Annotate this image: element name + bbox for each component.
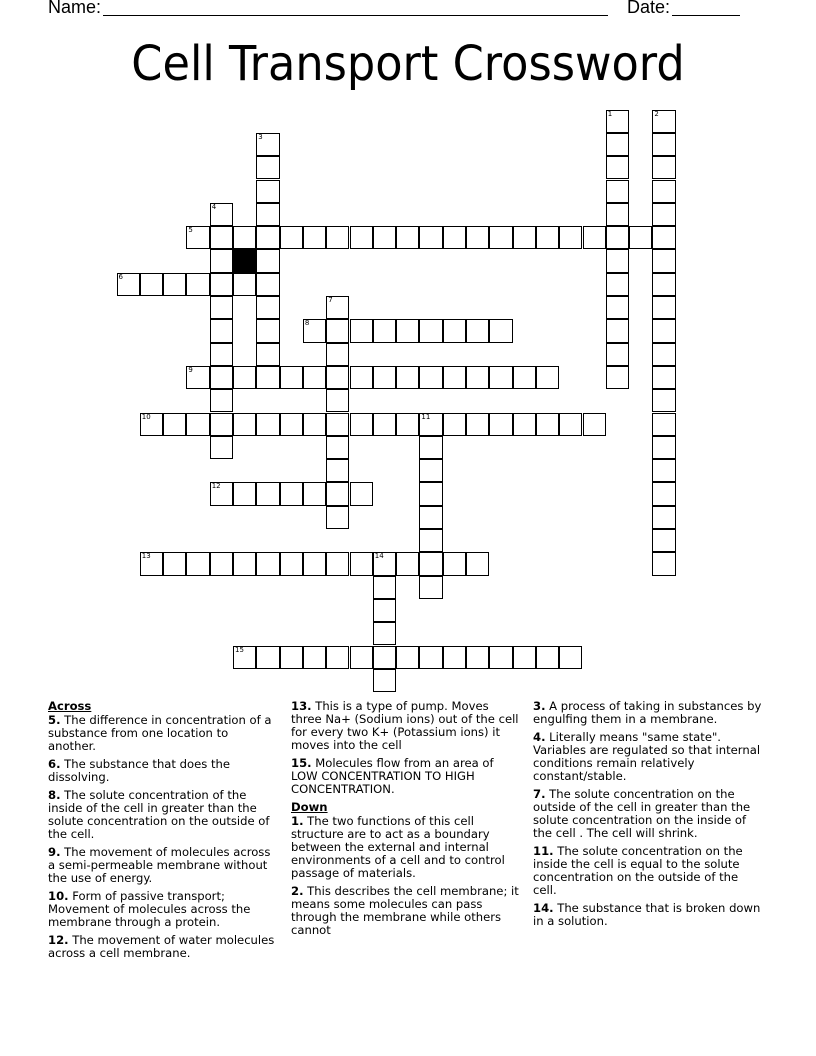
crossword-cell[interactable] — [396, 366, 419, 389]
crossword-cell[interactable] — [280, 226, 303, 249]
clue-text: The movement of molecules across a semi-permeable membrane without the use of energy. — [48, 845, 271, 885]
crossword-cell[interactable] — [419, 576, 442, 599]
clue-down-4 — [533, 731, 765, 783]
clue-down-7 — [533, 788, 765, 840]
clue-down-2 — [291, 885, 521, 937]
crossword-cell[interactable] — [256, 366, 279, 389]
crossword-cell[interactable] — [326, 366, 349, 389]
crossword-cell[interactable] — [606, 343, 629, 366]
crossword-cell[interactable] — [256, 646, 279, 669]
crossword-cell[interactable] — [210, 296, 233, 319]
crossword-cell[interactable] — [513, 226, 536, 249]
crossword-cell[interactable] — [559, 226, 582, 249]
crossword-cell[interactable] — [233, 413, 256, 436]
crossword-cell[interactable] — [443, 413, 466, 436]
clue-text: The solute concentration on the inside the cell is equal to the solute concentration on the outside of the cell. — [533, 844, 743, 897]
crossword-cell[interactable] — [233, 366, 256, 389]
crossword-cell[interactable] — [326, 413, 349, 436]
crossword-cell[interactable] — [606, 273, 629, 296]
date-label: Date: — [627, 0, 671, 17]
clue-across-15 — [291, 757, 521, 796]
crossword-cell[interactable] — [326, 436, 349, 459]
crossword-cell[interactable] — [606, 319, 629, 342]
crossword-cell[interactable] — [256, 296, 279, 319]
clue-text: Form of passive transport; Movement of molecules across the membrane through a protein. — [48, 889, 251, 929]
crossword-cell[interactable] — [256, 343, 279, 366]
crossword-cell[interactable] — [233, 646, 256, 669]
clue-text: The movement of water molecules across a cell membrane. — [48, 933, 275, 960]
crossword-cell[interactable] — [326, 389, 349, 412]
crossword-cell[interactable] — [559, 413, 582, 436]
crossword-cell[interactable] — [210, 436, 233, 459]
clue-number: 8. — [48, 788, 61, 802]
crossword-cell[interactable] — [210, 273, 233, 296]
crossword-cell[interactable] — [396, 319, 419, 342]
crossword-cell[interactable] — [350, 552, 373, 575]
clue-across-5 — [48, 714, 276, 753]
clue-number-label: 8 — [304, 319, 310, 328]
crossword-cell[interactable] — [513, 413, 536, 436]
clue-number: 11. — [533, 844, 554, 858]
crossword-cell[interactable] — [652, 506, 675, 529]
clue-number-label: 13 — [141, 552, 151, 561]
crossword-cell[interactable] — [419, 226, 442, 249]
crossword-cell[interactable] — [326, 482, 349, 505]
clue-text: The solute concentration of the inside of the cell in greater than the solute concentration on the outside of the cell. — [48, 788, 270, 841]
clue-number: 5. — [48, 713, 61, 727]
crossword-cell[interactable] — [466, 319, 489, 342]
crossword-cell[interactable] — [350, 646, 373, 669]
crossword-cell[interactable] — [652, 273, 675, 296]
clue-text: Molecules flow from an area of LOW CONCENTRATION TO HIGH CONCENTRATION. — [291, 756, 494, 796]
crossword-cell[interactable] — [303, 319, 326, 342]
crossword-cell[interactable] — [303, 646, 326, 669]
crossword-cell[interactable] — [489, 646, 512, 669]
crossword-cell[interactable] — [373, 366, 396, 389]
crossword-cell[interactable] — [652, 343, 675, 366]
clues-column-2 — [291, 700, 521, 942]
crossword-cell[interactable] — [419, 552, 442, 575]
crossword-cell[interactable] — [652, 249, 675, 272]
crossword-cell[interactable] — [396, 552, 419, 575]
crossword-cell[interactable] — [629, 226, 652, 249]
crossword-cell[interactable] — [606, 133, 629, 156]
crossword-cell[interactable] — [210, 552, 233, 575]
crossword-cell[interactable] — [163, 413, 186, 436]
crossword-cell[interactable] — [513, 366, 536, 389]
clue-number-label: 7 — [328, 296, 333, 304]
crossword-cell[interactable] — [233, 273, 256, 296]
crossword-cell[interactable] — [419, 436, 442, 459]
clue-number-label: 12 — [211, 482, 221, 491]
clue-text: The difference in concentration of a substance from one location to another. — [48, 713, 272, 753]
crossword-cell[interactable] — [280, 552, 303, 575]
crossword-cell[interactable] — [350, 226, 373, 249]
crossword-cell[interactable] — [186, 273, 209, 296]
crossword-cell[interactable] — [419, 482, 442, 505]
crossword-cell[interactable] — [256, 249, 279, 272]
clue-number-label: 9 — [188, 365, 193, 374]
crossword-cell[interactable] — [256, 226, 279, 249]
crossword-cell[interactable] — [466, 413, 489, 436]
crossword-cell[interactable] — [652, 436, 675, 459]
crossword-cell[interactable] — [373, 319, 396, 342]
crossword-cell[interactable] — [326, 459, 349, 482]
crossword-cell[interactable] — [652, 319, 675, 342]
crossword-cell[interactable] — [303, 482, 326, 505]
crossword-cell[interactable] — [233, 482, 256, 505]
crossword-cell[interactable] — [396, 226, 419, 249]
crossword-cell[interactable] — [186, 413, 209, 436]
crossword-cell[interactable] — [373, 599, 396, 622]
crossword-cell[interactable] — [210, 249, 233, 272]
crossword-cell[interactable] — [652, 156, 675, 179]
crossword-cell[interactable] — [419, 366, 442, 389]
crossword-cell[interactable] — [326, 296, 349, 319]
crossword-cell[interactable] — [233, 226, 256, 249]
crossword-cell[interactable] — [652, 180, 675, 203]
crossword-cell[interactable] — [652, 296, 675, 319]
clue-across-9 — [48, 846, 276, 885]
crossword-cell[interactable] — [373, 552, 396, 575]
crossword-cell[interactable] — [652, 226, 675, 249]
crossword-cell[interactable] — [373, 576, 396, 599]
crossword-cell[interactable] — [466, 226, 489, 249]
crossword-cell[interactable] — [280, 646, 303, 669]
clue-down-11 — [533, 845, 765, 897]
crossword-cell[interactable] — [303, 552, 326, 575]
crossword-cell[interactable] — [606, 226, 629, 249]
crossword-cell[interactable] — [326, 226, 349, 249]
clue-number-label: 15 — [235, 645, 244, 654]
crossword-cell[interactable] — [419, 319, 442, 342]
clue-number-label: 6 — [118, 272, 123, 281]
clue-across-6 — [48, 758, 276, 784]
crossword-cell[interactable] — [140, 273, 163, 296]
crossword-cell[interactable] — [443, 366, 466, 389]
crossword-cell[interactable] — [652, 133, 675, 156]
page-title: Cell Transport Crossword — [131, 36, 685, 92]
crossword-cell[interactable] — [210, 343, 233, 366]
crossword-cell[interactable] — [373, 646, 396, 669]
clue-number-label: 1 — [607, 109, 613, 118]
crossword-cell[interactable] — [350, 413, 373, 436]
crossword-cell[interactable] — [652, 459, 675, 482]
crossword-black-cell — [233, 249, 256, 272]
crossword-cell[interactable] — [443, 552, 466, 575]
clue-number: 10. — [48, 889, 69, 903]
crossword-cell[interactable] — [606, 249, 629, 272]
clue-text: This is a type of pump. Moves three Na+ (Sodium ions) out of the cell for every two K+ (Potassium ions) it moves into the cell — [291, 699, 519, 752]
clue-number: 14. — [533, 901, 554, 915]
clue-number-label: 4 — [211, 202, 217, 211]
crossword-cell[interactable] — [233, 552, 256, 575]
crossword-cell[interactable] — [256, 156, 279, 179]
clue-number: 3. — [533, 699, 546, 713]
crossword-cell[interactable] — [583, 226, 606, 249]
crossword-cell[interactable] — [210, 482, 233, 505]
clue-number: 15. — [291, 756, 312, 770]
crossword-cell[interactable] — [210, 226, 233, 249]
crossword-cell[interactable] — [210, 203, 233, 226]
crossword-cell[interactable] — [419, 506, 442, 529]
crossword-cell[interactable] — [256, 552, 279, 575]
crossword-cell[interactable] — [373, 669, 396, 692]
crossword-cell[interactable] — [652, 110, 675, 133]
crossword-cell[interactable] — [466, 552, 489, 575]
crossword-cell[interactable] — [513, 646, 536, 669]
crossword-cell[interactable] — [536, 226, 559, 249]
crossword-cell[interactable] — [419, 646, 442, 669]
clue-number: 2. — [291, 884, 304, 898]
crossword-cell[interactable] — [559, 646, 582, 669]
crossword-cell[interactable] — [326, 506, 349, 529]
crossword-cell[interactable] — [466, 366, 489, 389]
clue-number: 7. — [533, 787, 546, 801]
crossword-cell[interactable] — [256, 482, 279, 505]
crossword-cell[interactable] — [606, 180, 629, 203]
clue-number-label: 5 — [188, 226, 193, 235]
crossword-cell[interactable] — [256, 133, 279, 156]
crossword-cell[interactable] — [303, 226, 326, 249]
crossword-cell[interactable] — [652, 389, 675, 412]
crossword-cell[interactable] — [256, 319, 279, 342]
crossword-cell[interactable] — [326, 552, 349, 575]
crossword-cell[interactable] — [186, 226, 209, 249]
crossword-cell[interactable] — [606, 296, 629, 319]
crossword-cell[interactable] — [652, 366, 675, 389]
clue-text: A process of taking in substances by engulfing them in a membrane. — [533, 699, 762, 726]
crossword-cell[interactable] — [256, 180, 279, 203]
crossword-cell[interactable] — [303, 413, 326, 436]
crossword-cell[interactable] — [186, 366, 209, 389]
crossword-cell[interactable] — [443, 319, 466, 342]
clue-number: 13. — [291, 699, 312, 713]
crossword-cell[interactable] — [536, 413, 559, 436]
clue-down-1 — [291, 815, 521, 880]
crossword-cell[interactable] — [652, 552, 675, 575]
crossword-cell[interactable] — [606, 156, 629, 179]
crossword-cell[interactable] — [443, 646, 466, 669]
clue-text: The solute concentration on the outside of the cell in greater than the solute concentration on the inside of the cell . The cell will shrink. — [533, 787, 751, 840]
clue-number-label: 3 — [258, 132, 263, 141]
clues-column-1 — [48, 700, 276, 965]
clue-number-label: 11 — [421, 412, 431, 421]
crossword-cell[interactable] — [652, 482, 675, 505]
crossword-cell[interactable] — [466, 646, 489, 669]
crossword-cell[interactable] — [140, 413, 163, 436]
clue-text: The substance that does the dissolving. — [48, 757, 230, 784]
clue-number: 4. — [533, 730, 546, 744]
clue-number: 12. — [48, 933, 69, 947]
crossword-cell[interactable] — [652, 203, 675, 226]
crossword-cell[interactable] — [163, 552, 186, 575]
crossword-cell[interactable] — [652, 413, 675, 436]
across-heading: Across — [48, 699, 92, 713]
clue-down-14 — [533, 902, 765, 928]
crossword-cell[interactable] — [186, 552, 209, 575]
crossword-cell[interactable] — [373, 413, 396, 436]
crossword-cell[interactable] — [117, 273, 140, 296]
clue-text: Literally means "same state". Variables are regulated so that internal conditions remain relatively constant/stable. — [533, 730, 761, 783]
clues-column-3 — [533, 700, 765, 933]
clue-number-label: 2 — [654, 109, 659, 118]
crossword-cell[interactable] — [373, 622, 396, 645]
crossword-cell[interactable] — [373, 226, 396, 249]
crossword-cell[interactable] — [606, 110, 629, 133]
clue-number: 1. — [291, 814, 304, 828]
crossword-cell[interactable] — [536, 646, 559, 669]
crossword-cell[interactable] — [489, 319, 512, 342]
clue-number-label: 14 — [374, 552, 384, 561]
crossword-cell[interactable] — [652, 529, 675, 552]
crossword-cell[interactable] — [210, 366, 233, 389]
crossword-cell[interactable] — [210, 389, 233, 412]
crossword-cell[interactable] — [583, 413, 606, 436]
crossword-cell[interactable] — [350, 482, 373, 505]
crossword-cell[interactable] — [303, 366, 326, 389]
crossword-cell[interactable] — [536, 366, 559, 389]
clue-across-12 — [48, 934, 276, 960]
clue-across-13 — [291, 700, 521, 752]
crossword-cell[interactable] — [280, 366, 303, 389]
crossword-cell[interactable] — [256, 203, 279, 226]
crossword-cell[interactable] — [210, 319, 233, 342]
clue-down-3 — [533, 700, 765, 726]
crossword-cell[interactable] — [606, 203, 629, 226]
crossword-cell[interactable] — [326, 646, 349, 669]
crossword-cell[interactable] — [606, 366, 629, 389]
crossword-cell[interactable] — [396, 646, 419, 669]
clue-text: The two functions of this cell structure are to act as a boundary between the external and internal environments of a cell and to control passage of materials. — [291, 814, 505, 880]
crossword-cell[interactable] — [350, 319, 373, 342]
crossword-cell[interactable] — [350, 366, 373, 389]
crossword-cell[interactable] — [256, 413, 279, 436]
clue-text: This describes the cell membrane; it means some molecules can pass through the membrane while others cannot — [291, 884, 519, 937]
crossword-cell[interactable] — [489, 413, 512, 436]
crossword-cell[interactable] — [256, 273, 279, 296]
crossword-cell[interactable] — [419, 413, 442, 436]
crossword-cell[interactable] — [489, 366, 512, 389]
name-label: Name: — [48, 0, 102, 17]
crossword-cell[interactable] — [443, 226, 466, 249]
crossword-cell[interactable] — [280, 413, 303, 436]
clue-number: 6. — [48, 757, 61, 771]
clue-across-8 — [48, 789, 276, 841]
crossword-cell[interactable] — [210, 413, 233, 436]
clue-number-label: 10 — [141, 412, 151, 421]
crossword-cell[interactable] — [419, 459, 442, 482]
crossword-cell[interactable] — [163, 273, 186, 296]
crossword-cell[interactable] — [419, 529, 442, 552]
crossword-cell[interactable] — [326, 319, 349, 342]
crossword-cell[interactable] — [489, 226, 512, 249]
crossword-cell[interactable] — [280, 482, 303, 505]
down-heading: Down — [291, 800, 328, 814]
clue-across-10 — [48, 890, 276, 929]
crossword-cell[interactable] — [326, 343, 349, 366]
crossword-cell[interactable] — [396, 413, 419, 436]
clue-number: 9. — [48, 845, 61, 859]
clue-text: The substance that is broken down in a solution. — [533, 901, 761, 928]
crossword-cell[interactable] — [140, 552, 163, 575]
